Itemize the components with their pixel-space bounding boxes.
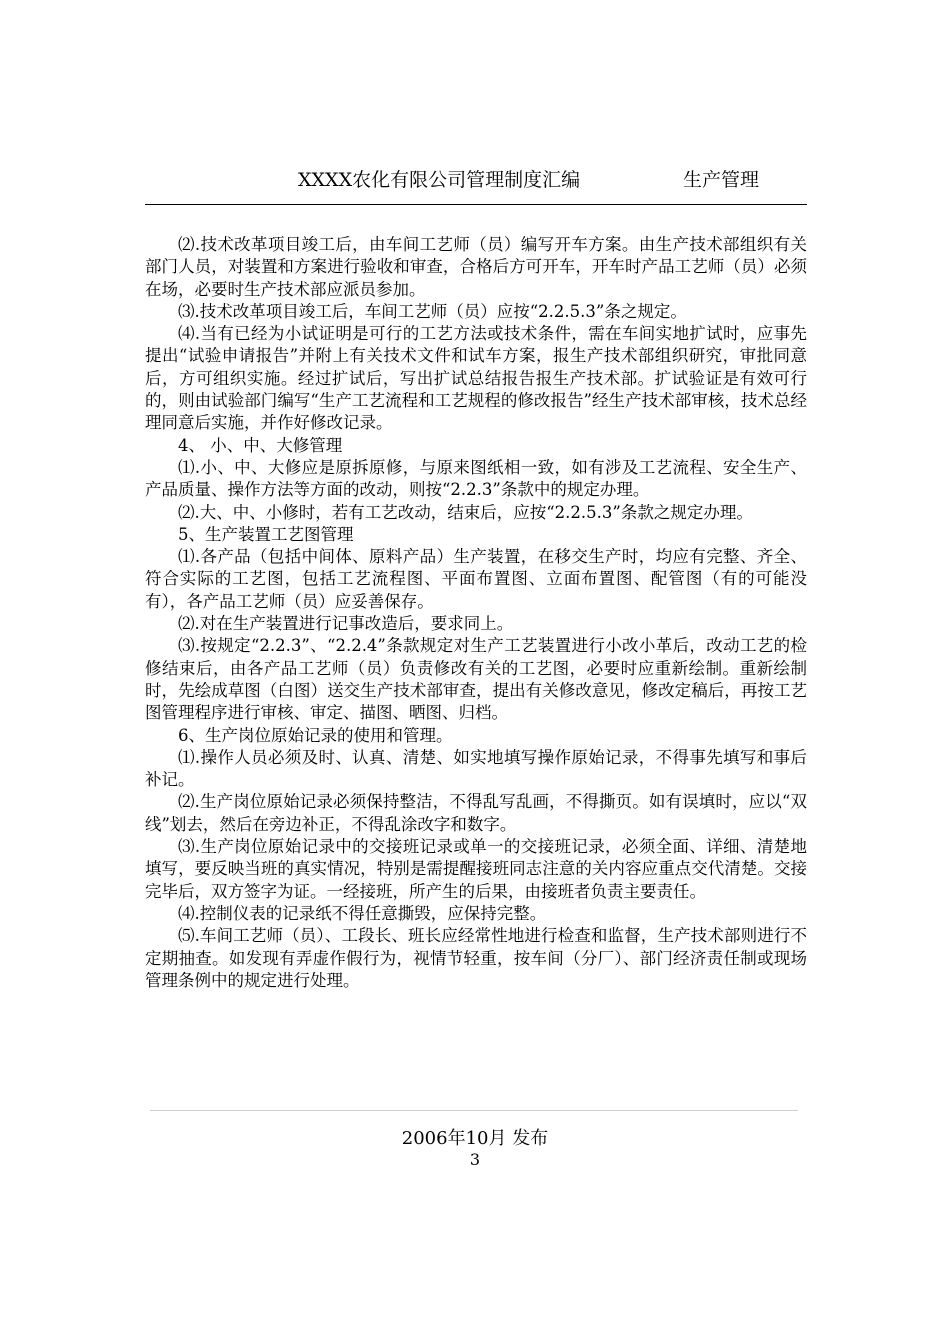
- section-heading: 6、生产岗位原始记录的使用和管理。: [178, 725, 453, 745]
- footer-rule: [150, 1110, 798, 1111]
- paragraph: ⑶.技术改革项目竣工后，车间工艺师（员）应按“2.2.5.3”条之规定。: [178, 301, 687, 321]
- paragraph: ⑴.各产品（包括中间体、原料产品）生产装置，在移交生产时，均应有完整、齐全、符合实际的工艺图，包括工艺流程图、平面布置图、立面布置图、配管图（有的可能没有），各产品工艺师（员）应妥善保存。: [145, 547, 807, 611]
- section-heading: 4、 小、中、大修管理: [178, 435, 343, 455]
- section-heading: 5、生产装置工艺图管理: [178, 524, 354, 544]
- paragraph: ⑸.车间工艺师（员）、工段长、班长应经常性地进行检查和监督，生产技术部则进行不定期抽查。如发现有弄虚作假行为，视情节轻重，按车间（分厂）、部门经济责任制或现场管理条例中的规定进行处理。: [145, 926, 807, 990]
- document-body: [145, 234, 807, 992]
- paragraph: ⑴.操作人员必须及时、认真、清楚、如实地填写操作原始记录，不得事先填写和事后补记。: [145, 747, 807, 790]
- paragraph: ⑵.技术改革项目竣工后，由车间工艺师（员）编写开车方案。由生产技术部组织有关部门人员，对装置和方案进行验收和审查，合格后方可开车，开车时产品工艺师（员）必须在场，必要时生产技术部应派员参加。: [145, 235, 807, 299]
- document-title: XXXX农化有限公司管理制度汇编: [298, 169, 581, 191]
- paragraph: ⑵.对在生产装置进行记事改造后，要求同上。: [178, 614, 514, 634]
- paragraph: ⑶.按规定“2.2.3”、“2.2.4”条款规定对生产工艺装置进行小改小革后，改动工艺的检修结束后，由各产品工艺师（员）负责修改有关的工艺图，必要时应重新绘制。重新绘制时，先绘成草图（白图）送交生产技术部审查，提出有关修改意见，修改定稿后，再按工艺图管理程序进行审核、审定、描图、晒图、归档。: [145, 636, 807, 723]
- paragraph: ⑴.小、中、大修应是原拆原修，与原来图纸相一致，如有涉及工艺流程、安全生产、产品质量、操作方法等方面的改动，则按“2.2.3”条款中的规定办理。: [145, 457, 807, 500]
- paragraph: ⑶.生产岗位原始记录中的交接班记录或单一的交接班记录，必须全面、详细、清楚地填写，要反映当班的真实情况，特别是需提醒接班同志注意的关内容应重点交代清楚。交接完毕后，双方签字为证。一经接班，所产生的后果，由接班者负责主要责任。: [145, 837, 807, 901]
- header-rule: [145, 204, 807, 205]
- section-name: 生产管理: [683, 169, 760, 191]
- paragraph: ⑵.生产岗位原始记录必须保持整洁，不得乱写乱画，不得撕页。如有误填时，应以“双线”划去，然后在旁边补正，不得乱涂改字和数字。: [145, 792, 807, 834]
- publish-date: 2006年10月 发布: [401, 1128, 549, 1149]
- paragraph: ⑵.大、中、小修时，若有工艺改动，结束后，应按“2.2.5.3”条款之规定办理。: [178, 502, 753, 522]
- page-number: 3: [469, 1150, 481, 1169]
- paragraph: ⑷.当有已经为小试证明是可行的工艺方法或技术条件，需在车间实地扩试时，应事先提出“试验申请报告”并附上有关技术文件和试车方案，报生产技术部组织研究，审批同意后，方可组织实施。经过扩试后，写出扩试总结报告报生产技术部。扩试验证是有效可行的，则由试验部门编写“生产工艺流程和工艺规程的修改报告”经生产技术部审核，技术总经理同意后实施，并作好修改记录。: [145, 324, 807, 433]
- paragraph: ⑷.控制仪表的记录纸不得任意撕毁，应保持完整。: [178, 903, 547, 923]
- page-header: [145, 162, 807, 192]
